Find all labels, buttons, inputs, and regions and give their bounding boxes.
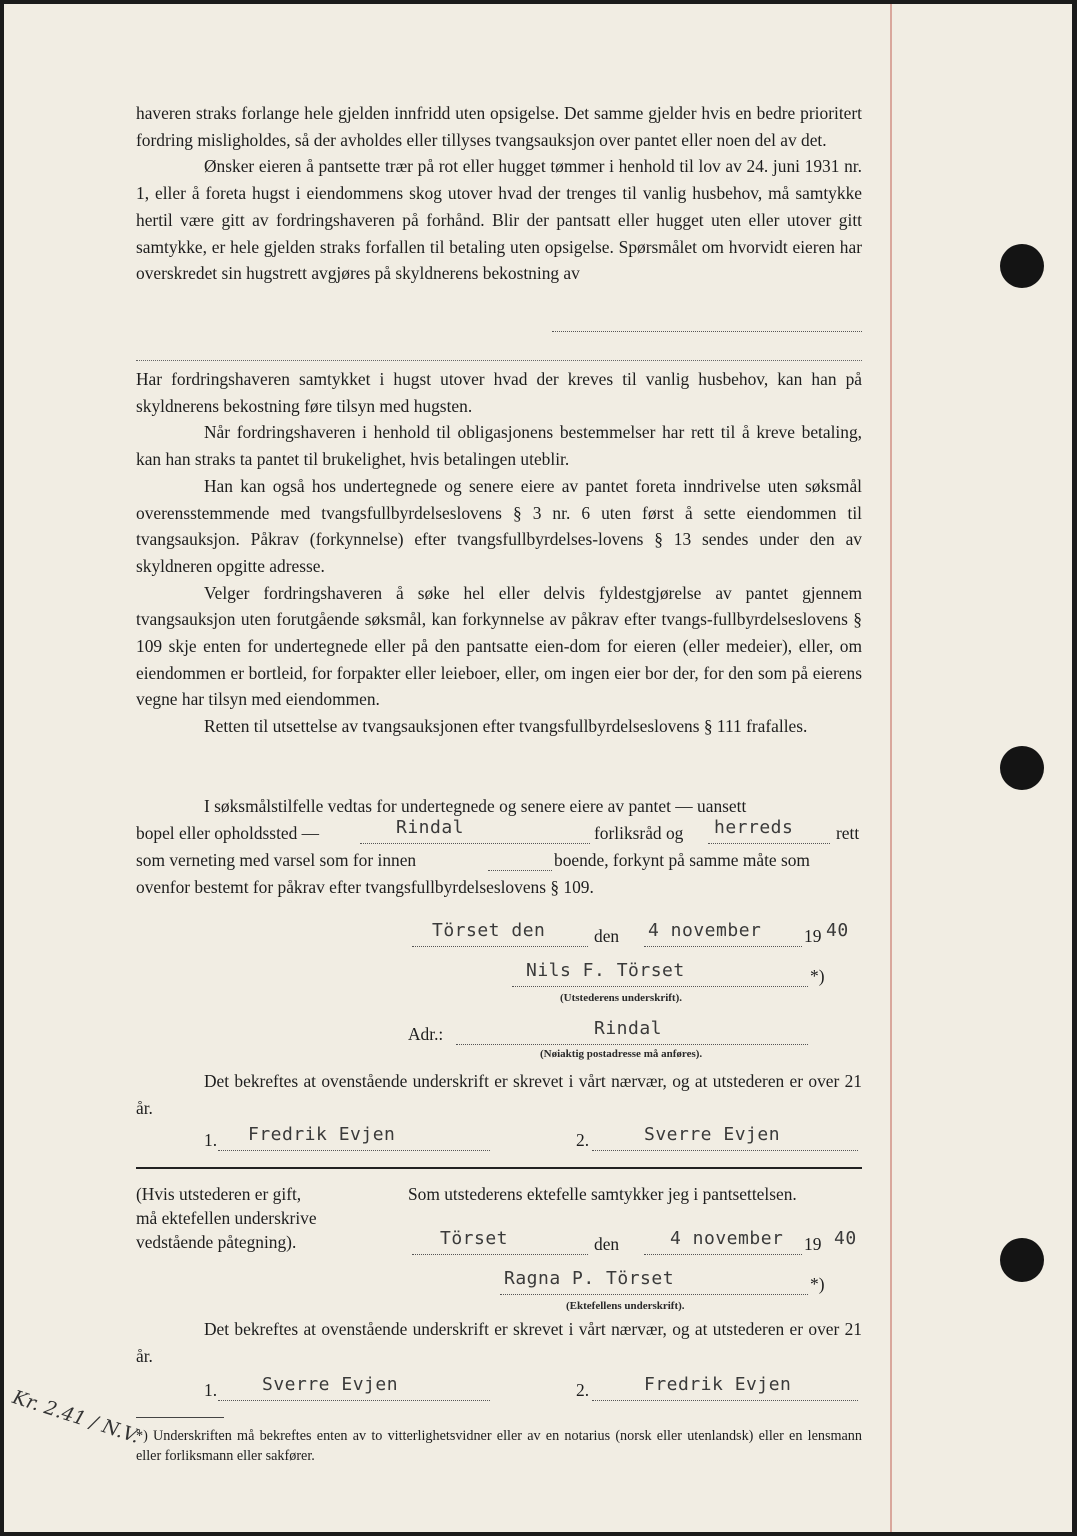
year-prefix: 19 — [804, 1234, 822, 1254]
confirmation-text: Det bekreftes at ovenstående underskrift er skrevet i vårt nærvær, og at utstederen er over 21 år. — [136, 1071, 862, 1118]
issuer-date-line — [136, 920, 862, 954]
witness-line-2 — [136, 1374, 862, 1408]
paragraph: haveren straks forlange hele gjelden innfridd uten opsigelse. Det samme gjelder hvis en bedre prioritert fordring misligholdes, så der avholdes eller tillyses tvangsauksjon over pantet eller noen del av det. — [136, 103, 862, 150]
venue-text: bopel eller opholdssted — — [136, 823, 320, 843]
paragraph: Når fordringshaveren i henhold til obligasjonens bestemmelser har rett til å kreve betaling, kan han straks ta pantet til brukelighet, hvis betalingen uteblir. — [136, 422, 862, 470]
spouse-signature: Ragna P. Törset — [504, 1268, 675, 1289]
spouse-note-line: (Hvis utstederen er gift, — [136, 1184, 302, 1204]
signature-caption: (Utstederens underskrift). — [560, 992, 683, 1004]
handwritten-date: 4 november — [648, 920, 762, 941]
handwritten-year: 40 — [834, 1228, 857, 1249]
den-label: den — [594, 1234, 620, 1254]
venue-text: forliksråd og — [594, 823, 684, 843]
witness-signature: Sverre Evjen — [262, 1374, 399, 1395]
issuer-signature-line — [136, 960, 862, 994]
footnote-rule — [136, 1417, 224, 1418]
handwritten-year: 40 — [826, 920, 849, 941]
issuer-signature: Nils F. Törset — [526, 960, 685, 981]
confirmation-block-1 — [136, 1068, 862, 1121]
handwritten-court: herreds — [714, 817, 794, 838]
witness-number: 1. — [204, 1380, 218, 1400]
dotted-separator — [136, 360, 862, 361]
venue-text: rett — [836, 823, 860, 843]
spouse-note-line: vedstående påtegning). — [136, 1232, 297, 1252]
section-rule — [136, 1167, 862, 1169]
margin-annotation: Kr. 2.41 / N.V. — [9, 1386, 143, 1448]
paragraph: Retten til utsettelse av tvangsauksjonen efter tvangsfullbyrdelseslovens § 111 frafalles. — [204, 716, 808, 737]
venue-text: ovenfor bestemt for påkrav efter tvangsfullbyrdelseslovens § 109. — [136, 877, 594, 897]
witness-number: 1. — [204, 1130, 218, 1150]
venue-line-3 — [136, 850, 862, 878]
venue-line-2 — [136, 817, 862, 851]
address-caption: (Nøiaktig postadresse må anføres). — [540, 1048, 703, 1060]
footnote-marker: *) — [810, 1274, 825, 1294]
witness-number: 2. — [576, 1130, 590, 1150]
address-line — [136, 1018, 862, 1052]
witness-signature: Fredrik Evjen — [248, 1124, 396, 1145]
spouse-note-line: må ektefellen underskrive — [136, 1208, 317, 1228]
margin-rule — [890, 4, 892, 1532]
witness-number: 2. — [576, 1380, 590, 1400]
address-label: Adr.: — [408, 1024, 444, 1044]
punch-hole — [1000, 746, 1044, 790]
handwritten-place: Törset — [440, 1228, 509, 1249]
handwritten-place: Törset den — [432, 920, 546, 941]
confirmation-text: Det bekreftes at ovenstående underskrift er skrevet i vårt nærvær, og at utstederen er over 21 år. — [136, 1319, 862, 1366]
footnote-marker: *) — [810, 966, 825, 986]
punch-hole — [1000, 244, 1044, 288]
confirmation-block-2 — [136, 1316, 862, 1369]
venue-text: som verneting med varsel som for innen — [136, 850, 417, 870]
document-page — [4, 4, 1072, 1532]
witness-signature: Fredrik Evjen — [644, 1374, 792, 1395]
signature-caption: (Ektefellens underskrift). — [566, 1300, 685, 1312]
handwritten-date: 4 november — [670, 1228, 784, 1249]
spouse-signature-line — [136, 1268, 862, 1302]
paragraph: Han kan også hos undertegnede og senere eiere av pantet foreta inndrivelse uten søksmål overensstemmende med tvangsfullbyrdelseslovens § 3 nr. 6 uten først å sette eiendommen til tvangsauksjon. Påkrav (forkynnelse) efter tvangsfullbyrdelses-lovens § 13 sendes under den av skyldneren opgitte adresse. — [136, 475, 862, 576]
handwritten-place: Rindal — [396, 817, 465, 838]
paragraph: Har fordringshaveren samtykket i hugst utover hvad der kreves til vanlig husbehov, kan han på skyldnerens bekostning føre tilsyn med hugsten. — [136, 369, 862, 416]
paragraph: Velger fordringshaveren å søke hel eller delvis fyldestgjørelse av pantet gjennem tvangsauksjon uten forutgående søksmål, kan forkynnelse av påkrav efter tvangs-fullbyrdelseslovens § 109 skje enten for undertegnede eller på den pantsatte eien-dom for eieren (eller medeier), eller, om eiendommen er bortleid, for forpakter eller leieboer, eller, om ingen eier bor der, for den som på eierens vegne har tilsyn med eiendommen. — [136, 582, 862, 710]
paragraph: Ønsker eieren å pantsette trær på rot eller hugget tømmer i henhold til lov av 24. juni 1931 nr. 1, eller å foreta hugst i eiendommens skog utover hvad der trenges til vanlig husbehov, må samtykke hertil være gitt av fordringshaveren på forhånd. Blir der pantsatt eller hugget uten eller utover gitt samtykke, er hele gjelden straks forfallen til betaling uten opsigelse. Spørsmålet om hvorvidt eieren har overskredet sin hugstrett avgjøres på skyldnerens bekostning av — [136, 156, 862, 284]
witness-signature: Sverre Evjen — [644, 1124, 781, 1145]
venue-line-4 — [136, 877, 862, 905]
year-prefix: 19 — [804, 926, 822, 946]
footnote: *) Underskriften må bekreftes enten av to vitterlighetsvidner eller av en notarius (norsk eller utenlandsk) eller en lensmann eller forliksmann eller sakfører. — [136, 1428, 862, 1464]
top-text-block — [136, 100, 862, 287]
spouse-consent-text: Som utstederens ektefelle samtykker jeg i pantsettelsen. — [408, 1184, 797, 1204]
witness-line-1 — [136, 1124, 862, 1158]
den-label: den — [594, 926, 620, 946]
punch-hole — [1000, 1238, 1044, 1282]
venue-text: boende, forkynt på samme måte som — [554, 850, 810, 870]
blank-line — [552, 331, 862, 332]
spouse-date-line — [136, 1228, 862, 1262]
middle-text-block — [136, 366, 862, 740]
handwritten-address: Rindal — [594, 1018, 663, 1039]
venue-text: I søksmålstilfelle vedtas for undertegnede og senere eiere av pantet — uansett — [204, 796, 747, 816]
